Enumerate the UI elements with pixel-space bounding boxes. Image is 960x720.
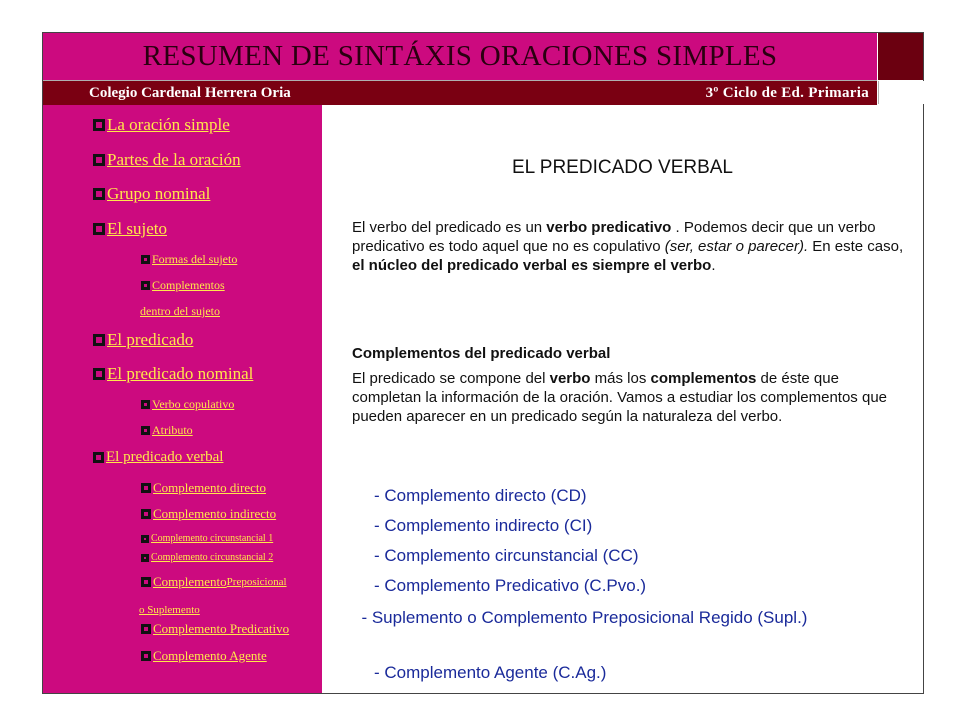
bold-text: verbo predicativo (546, 219, 672, 236)
checkbox-bullet-icon (141, 426, 150, 435)
slide-frame (42, 32, 924, 694)
nav-item-complemento-agente[interactable] (141, 648, 267, 664)
checkbox-bullet-icon (141, 483, 151, 493)
nav-item-complemento-preposicional[interactable] (141, 574, 287, 590)
nav-link[interactable]: Complemento circunstancial 1 (151, 533, 274, 544)
bold-text: verbo (549, 370, 591, 387)
nav-link[interactable]: El predicado (107, 330, 194, 349)
checkbox-bullet-icon (141, 400, 150, 409)
checkbox-bullet-icon (93, 368, 105, 380)
nav-item-complemento-predicativo[interactable] (141, 621, 289, 637)
text: El predicado se compone del (352, 370, 550, 387)
nav-item-grupo-nominal[interactable] (93, 184, 210, 204)
sidebar-nav (43, 105, 322, 693)
nav-link[interactable]: La oración simple (107, 115, 230, 134)
nav-item-formas-del-sujeto[interactable] (141, 252, 237, 267)
nav-link[interactable]: Complemento (153, 574, 227, 589)
checkbox-bullet-icon (141, 577, 151, 587)
paragraph-complements (352, 369, 905, 426)
checkbox-bullet-icon (141, 624, 151, 634)
checkbox-bullet-icon (93, 452, 104, 463)
subsection-title: Complementos del predicado verbal (352, 345, 611, 362)
text: . Podemos decir que un verbo predicativo es todo aquel que no es copulativo (352, 219, 876, 255)
bold-text: complementos (650, 370, 757, 387)
nav-link[interactable]: Grupo nominal (107, 184, 211, 203)
checkbox-bullet-icon (141, 281, 150, 290)
title-bar (43, 33, 877, 80)
corner-block (878, 33, 923, 80)
checkbox-bullet-icon (141, 509, 151, 519)
corner-blank (878, 81, 924, 104)
nav-link[interactable]: Complemento Agente (153, 648, 267, 663)
school-name: Colegio Cardenal Herrera Oria (89, 85, 291, 101)
checkbox-bullet-icon (141, 651, 151, 661)
text: . (711, 257, 716, 274)
checkbox-bullet-icon (93, 188, 105, 200)
list-item: - Complemento Agente (C.Ag.) (374, 663, 607, 682)
checkbox-bullet-icon (141, 535, 149, 543)
checkbox-bullet-icon (93, 119, 105, 131)
main-content (322, 105, 923, 693)
text: más los (590, 370, 651, 387)
nav-item-complemento-circunstancial-1[interactable] (141, 533, 273, 544)
nav-link[interactable]: El predicado verbal (106, 449, 224, 465)
nav-link[interactable]: Atributo (152, 423, 193, 437)
section-title: EL PREDICADO VERBAL (511, 157, 734, 178)
nav-item-atributo[interactable] (141, 423, 193, 438)
nav-item-complemento-indirecto[interactable] (141, 506, 276, 522)
nav-item-la-oracion-simple[interactable] (93, 115, 230, 135)
nav-link[interactable]: Complementos (152, 278, 225, 292)
checkbox-bullet-icon (93, 223, 105, 235)
nav-link[interactable]: Complemento directo (153, 480, 267, 495)
nav-link[interactable]: Partes de la oración (107, 150, 241, 169)
list-item: - Complemento directo (CD) (374, 486, 587, 505)
nav-item-complemento-preposicional-cont[interactable] (139, 600, 200, 618)
nav-link[interactable]: Complemento indirecto (153, 506, 277, 521)
nav-item-el-predicado-nominal[interactable] (93, 364, 253, 384)
list-item: - Complemento indirecto (CI) (374, 516, 593, 535)
text: El verbo del predicado es un (352, 219, 547, 236)
nav-link[interactable]: Formas del sujeto (152, 252, 238, 266)
nav-item-complemento-directo[interactable] (141, 480, 266, 496)
text: En este caso, (808, 238, 904, 255)
list-item: - Suplemento o Complemento Preposicional Regido (Supl.) (352, 608, 808, 627)
nav-item-el-sujeto[interactable] (93, 219, 167, 239)
nav-item-el-predicado-verbal[interactable] (93, 449, 223, 466)
italic-text: (ser, estar o parecer). (664, 238, 809, 255)
checkbox-bullet-icon (93, 154, 105, 166)
nav-item-el-predicado[interactable] (93, 330, 193, 350)
nav-item-partes-de-la-oracion[interactable] (93, 150, 241, 170)
nav-item-complemento-circunstancial-2[interactable] (141, 552, 273, 563)
nav-link[interactable]: Complemento Predicativo (153, 621, 290, 636)
text: de éste que completan la información de la oración. Vamos a estudiar los complementos que pueden aparecer en un predicado según la naturaleza del verbo. (352, 370, 888, 425)
nav-link[interactable]: El predicado nominal (107, 364, 254, 383)
nav-link-small[interactable]: Preposicional (226, 576, 287, 588)
nav-link[interactable]: Complemento circunstancial 2 (151, 552, 274, 563)
checkbox-bullet-icon (93, 334, 105, 346)
checkbox-bullet-icon (141, 255, 150, 264)
nav-link[interactable]: El sujeto (107, 219, 167, 238)
nav-link[interactable]: Verbo copulativo (152, 397, 235, 411)
checkbox-bullet-icon (141, 554, 149, 562)
cycle-label: 3º Ciclo de Ed. Primaria (705, 85, 869, 101)
list-item: - Complemento circunstancial (CC) (374, 546, 639, 565)
nav-item-complementos-sujeto[interactable] (141, 278, 225, 293)
list-item: - Complemento Predicativo (C.Pvo.) (374, 576, 647, 595)
bold-text: el núcleo del predicado verbal es siempre el verbo (352, 257, 712, 274)
nav-item-verbo-copulativo[interactable] (141, 397, 234, 412)
nav-item-complementos-sujeto-cont[interactable] (140, 302, 220, 320)
nav-link[interactable]: o Suplemento (139, 604, 200, 616)
nav-link[interactable]: dentro del sujeto (140, 304, 220, 318)
page-title: RESUMEN DE SINTÁXIS ORACIONES SIMPLES (142, 40, 778, 72)
subtitle-bar (43, 80, 877, 105)
paragraph-intro (352, 218, 905, 275)
